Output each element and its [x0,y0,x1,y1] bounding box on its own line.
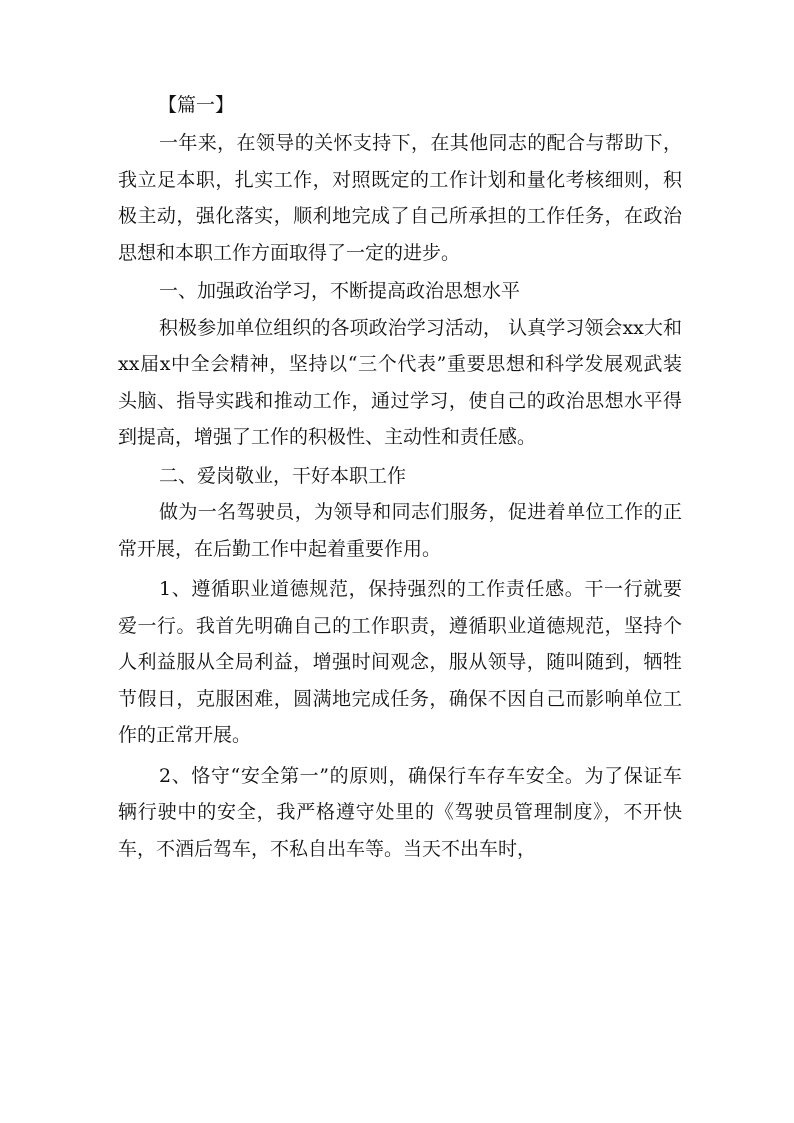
document-title: 【篇一】 [158,94,235,116]
paragraph-political-study: 积极参加单位组织的各项政治学习活动， 认真学习领会xx大和xx届x中全会精神，坚持以“三个代表”重要思想和科学发展观武装头脑、指导实践和推动工作，通过学习，使自己的政治思想水平得到提高，增强了工作的积极性、主动性和责任感。 [118,316,682,448]
paragraph-professional-ethics: 1、遵循职业道德规范，保持强烈的工作责任感。干一行就要爱一行。我首先明确自己的工作职责，遵循职业道德规范，坚持个人利益服从全局利益，增强时间观念，服从领导，随叫随到，牺牲节假日，克服困难，圆满地完成任务，确保不因自己而影响单位工作的正常开展。 [118,578,682,746]
paragraph-intro: 一年来，在领导的关怀支持下，在其他同志的配合与帮助下，我立足本职，扎实工作，对照既定的工作计划和量化考核细则，积极主动，强化落实，顺利地完成了自己所承担的工作任务，在政治思想和本职工作方面取得了一定的进步。 [118,132,682,264]
paragraph-driver-role: 做为一名驾驶员，为领导和同志们服务，促进着单位工作的正常开展，在后勤工作中起着重要作用。 [118,501,682,560]
section-heading-job-dedication: 二、爱岗敬业，干好本职工作 [159,464,407,487]
section-heading-political-study: 一、加强政治学习，不断提高政治思想水平 [159,280,521,302]
document-body [118,85,682,867]
paragraph-safety-first: 2、恪守“安全第一”的原则，确保行车存车安全。为了保证车辆行驶中的安全，我严格遵守处里的《驾驶员管理制度》，不开快车，不酒后驾车，不私自出车等。当天不出车时， [118,764,682,860]
